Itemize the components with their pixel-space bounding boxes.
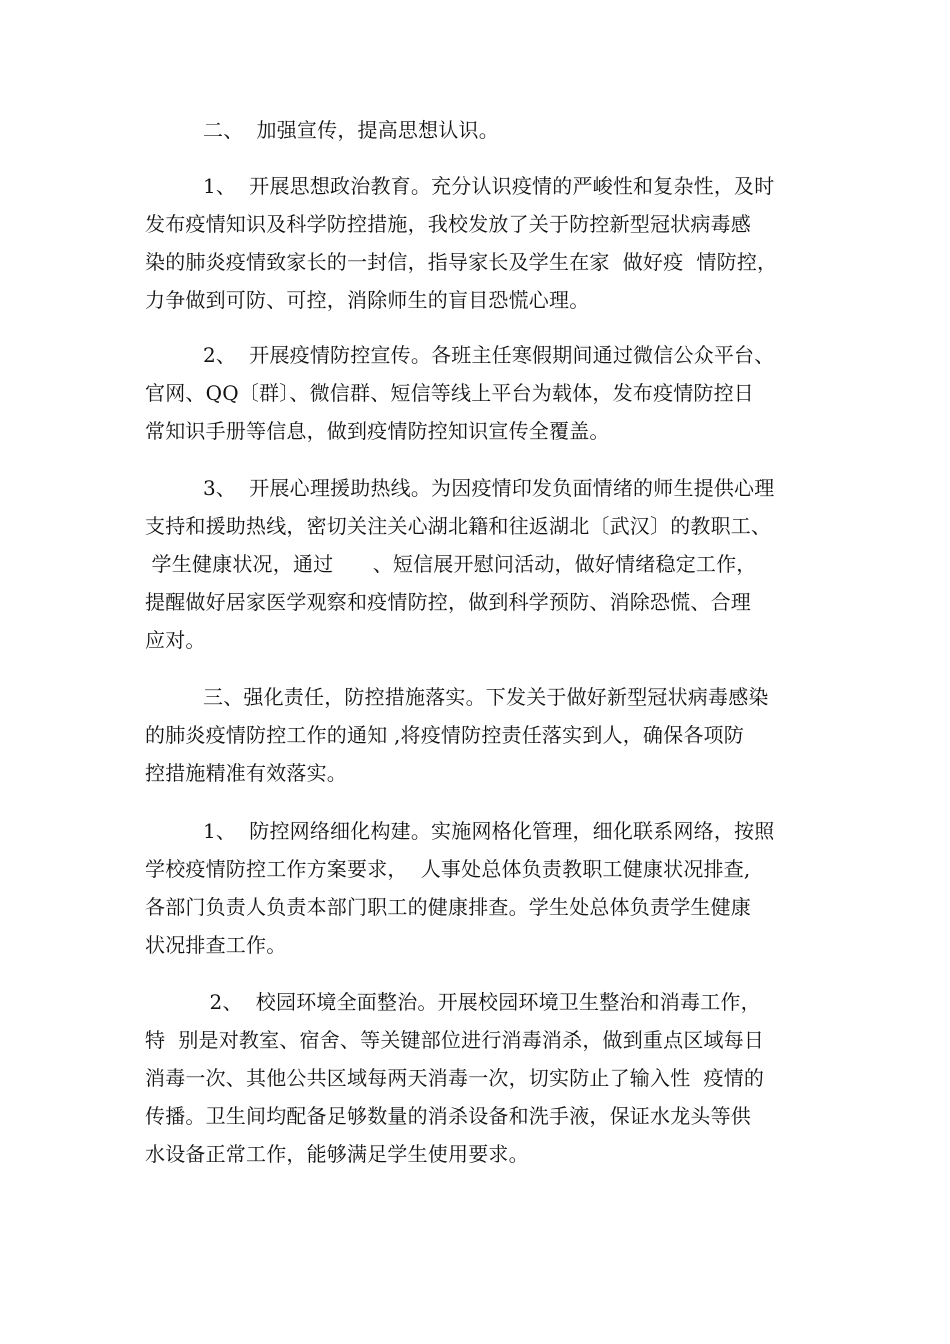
- paragraph-line: 传播。卫生间均配备足够数量的消杀设备和洗手液，保证水龙头等供: [145, 1104, 751, 1128]
- paragraph-line: 水设备正常工作，能够满足学生使用要求。: [145, 1142, 529, 1166]
- paragraph-line: 1、 开展思想政治教育。充分认识疫情的严峻性和复杂性，及时: [203, 174, 775, 198]
- paragraph-line: 控措施精准有效落实。: [145, 761, 347, 785]
- paragraph-line: 各部门负责人负责本部门职工的健康排查。学生处总体负责学生健康: [145, 895, 751, 919]
- paragraph-item-2-3: [145, 469, 810, 659]
- paragraph-line: 3、 开展心理援助热线。为因疫情印发负面情绪的师生提供心理: [203, 476, 775, 500]
- paragraph-line: 状况排查工作。: [145, 933, 287, 957]
- paragraph-item-3-2: [145, 983, 810, 1173]
- paragraph-item-2-1: [145, 167, 810, 319]
- paragraph-line: 1、 防控网络细化构建。实施网格化管理，细化联系网络，按照: [203, 819, 775, 843]
- paragraph-line: 二、 加强宣传，提高思想认识。: [203, 118, 499, 142]
- paragraph-item-3-1: [145, 812, 810, 964]
- paragraph-line: 的肺炎疫情防控工作的通知 ,将疫情防控责任落实到人，确保各项防: [145, 723, 744, 747]
- paragraph-line: 官网、QQ〔群〕、微信群、短信等线上平台为载体，发布疫情防控日: [145, 381, 754, 405]
- paragraph-line: 2、 开展疫情防控宣传。各班主任寒假期间通过微信公众平台、: [203, 343, 775, 367]
- paragraph-line: 应对。: [145, 628, 206, 652]
- paragraph-item-2-2: [145, 336, 810, 450]
- paragraph-line: 力争做到可防、可控，消除师生的盲目恐慌心理。: [145, 288, 590, 312]
- paragraph-line: 支持和援助热线，密切关注关心湖北籍和往返湖北〔武汉〕的教职工、: [145, 514, 772, 538]
- paragraph-line: 三、强化责任，防控措施落实。下发关于做好新型冠状病毒感染: [203, 685, 769, 709]
- paragraph-line: 消毒一次、其他公共区域每两天消毒一次，切实防止了输入性 疫情的: [145, 1066, 765, 1090]
- paragraph-line: 学生健康状况，通过 、短信展开慰问活动，做好情绪稳定工作，: [145, 552, 757, 576]
- paragraph-line: 特 别是对教室、宿舍、等关键部位进行消毒消杀，做到重点区域每日: [145, 1028, 765, 1052]
- section-2-heading: [145, 111, 810, 149]
- section-3-heading: [145, 678, 810, 792]
- paragraph-line: 学校疫情防控工作方案要求， 人事处总体负责教职工健康状况排查,: [145, 857, 751, 881]
- paragraph-line: 常知识手册等信息，做到疫情防控知识宣传全覆盖。: [145, 419, 610, 443]
- paragraph-line: 提醒做好居家医学观察和疫情防控，做到科学预防、消除恐慌、合理: [145, 590, 751, 614]
- paragraph-line: 染的肺炎疫情致家长的一封信，指导家长及学生在家 做好疫 情防控，: [145, 250, 778, 274]
- paragraph-line: 2、 校园环境全面整治。开展校园环境卫生整治和消毒工作，: [203, 990, 761, 1014]
- paragraph-line: 发布疫情知识及科学防控措施，我校发放了关于防控新型冠状病毒感: [145, 212, 751, 236]
